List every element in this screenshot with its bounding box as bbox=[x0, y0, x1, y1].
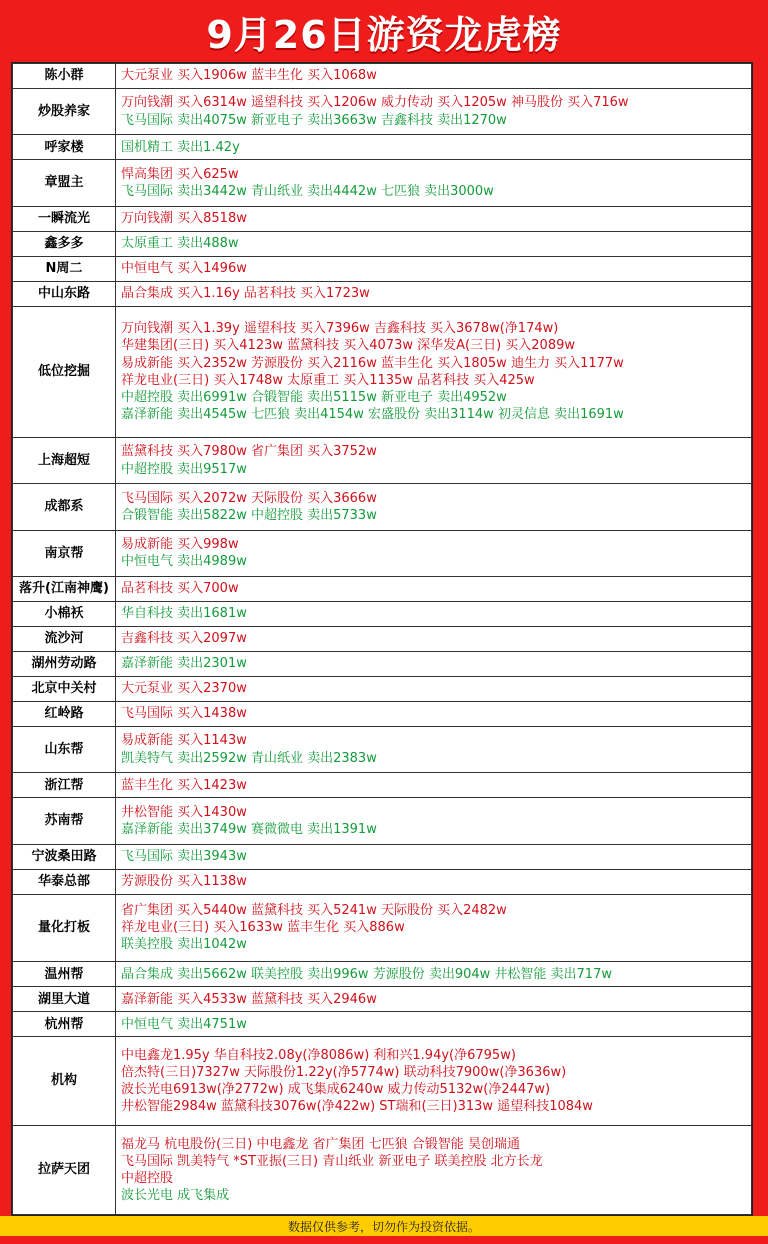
buy-line: 井松智能 买入1430w bbox=[121, 804, 247, 820]
trader-name: 陈小群 bbox=[13, 64, 116, 89]
trader-row bbox=[13, 1037, 752, 1126]
trader-name: 量化打板 bbox=[13, 894, 116, 962]
trader-row bbox=[13, 530, 752, 576]
trader-row bbox=[13, 1012, 752, 1037]
trader-name: 中山东路 bbox=[13, 281, 116, 306]
trader-deals bbox=[116, 726, 752, 772]
trader-row bbox=[13, 844, 752, 869]
trader-name: 山东帮 bbox=[13, 726, 116, 772]
sell-line: 合锻智能 卖出5822w 中超控股 卖出5733w bbox=[121, 507, 377, 523]
sell-line: 凯美特气 卖出2592w 青山纸业 卖出2383w bbox=[121, 750, 377, 766]
page-title: 9月26日游资龙虎榜 bbox=[206, 12, 562, 57]
trader-row bbox=[13, 160, 752, 206]
sell-line: 中超控股 卖出6991w 合锻智能 卖出5115w 新亚电子 卖出4952w bbox=[121, 390, 507, 406]
trader-deals bbox=[116, 306, 752, 437]
trader-row bbox=[13, 206, 752, 231]
buy-line: 嘉泽新能 买入4533w 蓝黛科技 买入2946w bbox=[121, 991, 377, 1007]
sell-line: 华自科技 卖出1681w bbox=[121, 606, 247, 622]
trader-deals bbox=[116, 231, 752, 256]
trader-name: 杭州帮 bbox=[13, 1012, 116, 1037]
trader-deals bbox=[116, 894, 752, 962]
trader-row bbox=[13, 576, 752, 601]
trader-row bbox=[13, 438, 752, 484]
trader-deals bbox=[116, 676, 752, 701]
buy-line: 飞马国际 凯美特气 *ST亚振(三日) 青山纸业 新亚电子 联美控股 北方长龙 bbox=[121, 1153, 543, 1169]
trader-deals bbox=[116, 987, 752, 1012]
trader-name: 温州帮 bbox=[13, 962, 116, 987]
buy-line: 华建集团(三日) 买入4123w 蓝黛科技 买入4073w 深华发A(三日) 买入2089w bbox=[121, 338, 575, 354]
trader-deals bbox=[116, 1037, 752, 1126]
trader-name: 上海超短 bbox=[13, 438, 116, 484]
trader-row bbox=[13, 701, 752, 726]
trader-deals bbox=[116, 844, 752, 869]
trader-deals bbox=[116, 626, 752, 651]
buy-line: 大元泵业 买入1906w 蓝丰生化 买入1068w bbox=[121, 68, 377, 84]
trader-deals bbox=[116, 798, 752, 844]
buy-line: 万向钱潮 买入8518w bbox=[121, 210, 247, 226]
trader-deals bbox=[116, 962, 752, 987]
trader-row bbox=[13, 135, 752, 160]
trader-deals bbox=[116, 651, 752, 676]
trader-name: 湖州劳动路 bbox=[13, 651, 116, 676]
trader-row bbox=[13, 306, 752, 437]
buy-line: 品茗科技 买入700w bbox=[121, 581, 239, 597]
trader-row bbox=[13, 798, 752, 844]
trader-name: 小棉袄 bbox=[13, 601, 116, 626]
trader-row bbox=[13, 1125, 752, 1214]
trader-name: 南京帮 bbox=[13, 530, 116, 576]
buy-line: 倍杰特(三日)7327w 天际股份1.22y(净5774w) 联动科技7900w(净3636w) bbox=[121, 1064, 567, 1080]
trader-deals bbox=[116, 1125, 752, 1214]
buy-line: 蓝丰生化 买入1423w bbox=[121, 777, 247, 793]
buy-line: 吉鑫科技 买入2097w bbox=[121, 631, 247, 647]
trader-name: 鑫多多 bbox=[13, 231, 116, 256]
trader-deals bbox=[116, 89, 752, 135]
trader-row bbox=[13, 256, 752, 281]
trader-deals bbox=[116, 1012, 752, 1037]
buy-line: 芳源股份 买入1138w bbox=[121, 873, 247, 889]
sell-line: 波长光电 成飞集成 bbox=[121, 1188, 230, 1204]
trader-deals bbox=[116, 701, 752, 726]
buy-line: 悍高集团 买入625w bbox=[121, 166, 239, 182]
trader-deals bbox=[116, 773, 752, 798]
buy-line: 祥龙电业(三日) 买入1748w 太原重工 买入1135w 品茗科技 买入425w bbox=[121, 372, 535, 388]
trader-row bbox=[13, 231, 752, 256]
trader-row bbox=[13, 281, 752, 306]
disclaimer-footer: 数据仅供参考，切勿作为投资依据。 bbox=[0, 1216, 768, 1236]
trader-row bbox=[13, 89, 752, 135]
trader-row bbox=[13, 64, 752, 89]
buy-line: 福龙马 杭电股份(三日) 中电鑫龙 省广集团 七匹狼 合锻智能 昊创瑞通 bbox=[121, 1136, 520, 1152]
sell-line: 嘉泽新能 卖出3749w 赛微微电 卖出1391w bbox=[121, 821, 377, 837]
buy-line: 易成新能 买入2352w 芳源股份 买入2116w 蓝丰生化 买入1805w 迪生力 买入1177w bbox=[121, 355, 624, 371]
buy-line: 中电鑫龙1.95y 华自科技2.08y(净8086w) 利和兴1.94y(净6795w) bbox=[121, 1047, 516, 1063]
trader-deals bbox=[116, 206, 752, 231]
trader-name: 成都系 bbox=[13, 484, 116, 530]
trader-row bbox=[13, 651, 752, 676]
trader-name: 流沙河 bbox=[13, 626, 116, 651]
buy-line: 大元泵业 买入2370w bbox=[121, 681, 247, 697]
buy-line: 易成新能 买入1143w bbox=[121, 733, 247, 749]
trader-deals bbox=[116, 530, 752, 576]
trader-deals bbox=[116, 64, 752, 89]
sell-line: 中恒电气 卖出4751w bbox=[121, 1016, 247, 1032]
trader-name: 呼家楼 bbox=[13, 135, 116, 160]
buy-line: 井松智能2984w 蓝黛科技3076w(净422w) ST瑞和(三日)313w 遥望科技1084w bbox=[121, 1099, 593, 1115]
trader-deals bbox=[116, 160, 752, 206]
trader-name: 华泰总部 bbox=[13, 869, 116, 894]
sell-line: 中恒电气 卖出4989w bbox=[121, 554, 247, 570]
trader-name: 湖里大道 bbox=[13, 987, 116, 1012]
trader-table bbox=[12, 63, 752, 1215]
sell-line: 嘉泽新能 卖出2301w bbox=[121, 656, 247, 672]
dragon-tiger-board bbox=[11, 62, 753, 1216]
trader-name: 北京中关村 bbox=[13, 676, 116, 701]
sell-line: 太原重工 卖出488w bbox=[121, 235, 239, 251]
trader-deals bbox=[116, 576, 752, 601]
buy-line: 祥龙电业(三日) 买入1633w 蓝丰生化 买入886w bbox=[121, 920, 405, 936]
buy-line: 飞马国际 买入1438w bbox=[121, 706, 247, 722]
trader-name: 宁波桑田路 bbox=[13, 844, 116, 869]
trader-row bbox=[13, 726, 752, 772]
trader-row bbox=[13, 484, 752, 530]
trader-deals bbox=[116, 135, 752, 160]
trader-name: 炒股养家 bbox=[13, 89, 116, 135]
buy-line: 中恒电气 买入1496w bbox=[121, 260, 247, 276]
sell-line: 晶合集成 卖出5662w 联美控股 卖出996w 芳源股份 卖出904w 井松智能 卖出717w bbox=[121, 966, 612, 982]
sell-line: 联美控股 卖出1042w bbox=[121, 937, 247, 953]
buy-line: 飞马国际 买入2072w 天际股份 买入3666w bbox=[121, 490, 377, 506]
trader-deals bbox=[116, 869, 752, 894]
trader-name: 低位挖掘 bbox=[13, 306, 116, 437]
trader-deals bbox=[116, 281, 752, 306]
sell-line: 飞马国际 卖出3943w bbox=[121, 848, 247, 864]
buy-line: 蓝黛科技 买入7980w 省广集团 买入3752w bbox=[121, 444, 377, 460]
trader-name: 章盟主 bbox=[13, 160, 116, 206]
sell-line: 中超控股 卖出9517w bbox=[121, 461, 247, 477]
buy-line: 易成新能 买入998w bbox=[121, 537, 239, 553]
trader-row bbox=[13, 869, 752, 894]
trader-row bbox=[13, 601, 752, 626]
trader-deals bbox=[116, 601, 752, 626]
trader-name: 拉萨天团 bbox=[13, 1125, 116, 1214]
sell-line: 飞马国际 卖出4075w 新亚电子 卖出3663w 吉鑫科技 卖出1270w bbox=[121, 112, 507, 128]
buy-line: 万向钱潮 买入1.39y 遥望科技 买入7396w 吉鑫科技 买入3678w(净174w) bbox=[121, 321, 559, 337]
sell-line: 飞马国际 卖出3442w 青山纸业 卖出4442w 七匹狼 卖出3000w bbox=[121, 183, 494, 199]
trader-name: N周二 bbox=[13, 256, 116, 281]
sell-line: 嘉泽新能 卖出4545w 七匹狼 卖出4154w 宏盛股份 卖出3114w 初灵信息 卖出1691w bbox=[121, 407, 624, 423]
trader-row bbox=[13, 987, 752, 1012]
trader-name: 落升(江南神鹰) bbox=[13, 576, 116, 601]
trader-row bbox=[13, 894, 752, 962]
trader-name: 一瞬流光 bbox=[13, 206, 116, 231]
trader-name: 机构 bbox=[13, 1037, 116, 1126]
buy-line: 中超控股 bbox=[121, 1170, 174, 1186]
trader-deals bbox=[116, 438, 752, 484]
buy-line: 省广集团 买入5440w 蓝黛科技 买入5241w 天际股份 买入2482w bbox=[121, 903, 507, 919]
trader-row bbox=[13, 773, 752, 798]
buy-line: 波长光电6913w(净2772w) 成飞集成6240w 威力传动5132w(净2447w) bbox=[121, 1082, 551, 1098]
trader-row bbox=[13, 962, 752, 987]
trader-name: 浙江帮 bbox=[13, 773, 116, 798]
trader-row bbox=[13, 676, 752, 701]
trader-deals bbox=[116, 256, 752, 281]
trader-name: 苏南帮 bbox=[13, 798, 116, 844]
trader-name: 红岭路 bbox=[13, 701, 116, 726]
buy-line: 晶合集成 买入1.16y 品茗科技 买入1723w bbox=[121, 285, 370, 301]
sell-line: 国机精工 卖出1.42y bbox=[121, 139, 240, 155]
trader-row bbox=[13, 626, 752, 651]
buy-line: 万向钱潮 买入6314w 遥望科技 买入1206w 威力传动 买入1205w 神马股份 买入716w bbox=[121, 95, 629, 111]
trader-deals bbox=[116, 484, 752, 530]
